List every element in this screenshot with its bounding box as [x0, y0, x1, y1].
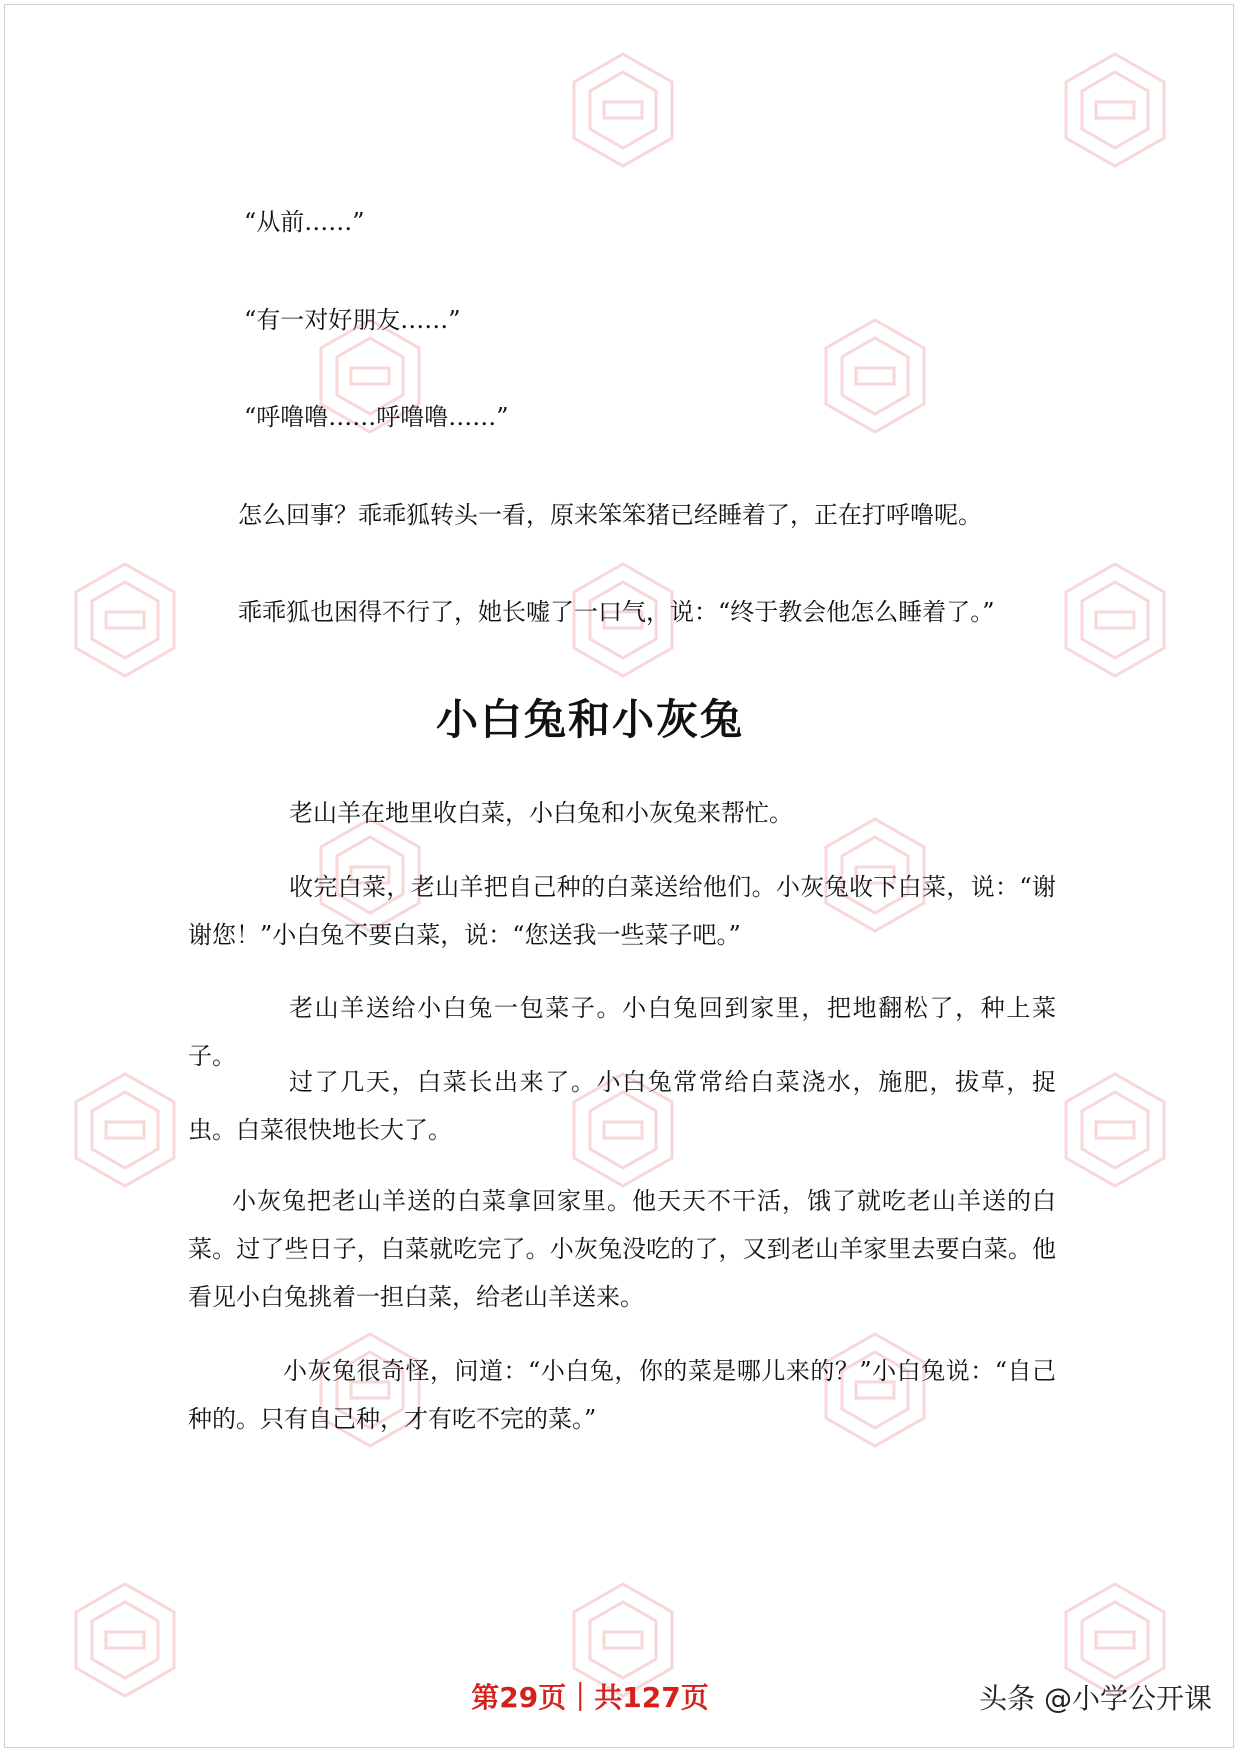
story-paragraph: 小灰兔把老山羊送的白菜拿回家里。他天天不干活，饿了就吃老山羊送的白菜。过了些日子，白菜就吃完了。小灰兔没吃的了，又到老山羊家里去要白菜。他看见小白兔挑着一担白菜，给老山羊送来。 — [188, 1187, 1056, 1311]
dialogue-line: “有一对好朋友……” — [244, 306, 461, 334]
watermark-logo-icon — [568, 50, 678, 170]
watermark-logo-icon — [820, 316, 930, 436]
watermark-logo-icon — [1060, 560, 1170, 680]
story-title: 小白兔和小灰兔 — [435, 695, 744, 744]
source-credit: 头条 @小学公开课 — [979, 1682, 1212, 1715]
story-paragraph: 老山羊在地里收白菜，小白兔和小灰兔来帮忙。 — [289, 799, 793, 827]
story-paragraph: 小灰兔很奇怪，问道：“小白兔，你的菜是哪儿来的？”小白兔说：“自己种的。只有自己种，才有吃不完的菜。” — [188, 1357, 1056, 1433]
dialogue-line: “呼噜噜……呼噜噜……” — [244, 403, 509, 431]
story-paragraph: 老山羊送给小白兔一包菜子。小白兔回到家里，把地翻松了，种上菜子。 — [188, 994, 1056, 1070]
body-paragraph: 乖乖狐也困得不行了，她长嘘了一口气，说：“终于教会他怎么睡着了。” — [238, 598, 995, 626]
watermark-logo-icon — [1060, 50, 1170, 170]
watermark-logo-icon — [1060, 1070, 1170, 1190]
watermark-logo-icon — [70, 1070, 180, 1190]
dialogue-line: “从前……” — [244, 208, 365, 236]
page-indicator: 第29页｜共127页 — [471, 1681, 709, 1714]
watermark-logo-icon — [70, 560, 180, 680]
story-paragraph: 过了几天，白菜长出来了。小白兔常常给白菜浇水，施肥，拔草，捉虫。白菜很快地长大了。 — [188, 1068, 1056, 1144]
story-paragraph: 收完白菜，老山羊把自己种的白菜送给他们。小灰兔收下白菜，说：“谢谢您！”小白兔不要白菜，说：“您送我一些菜子吧。” — [188, 873, 1056, 949]
body-paragraph: 怎么回事？乖乖狐转头一看，原来笨笨猪已经睡着了，正在打呼噜呢。 — [238, 501, 982, 529]
